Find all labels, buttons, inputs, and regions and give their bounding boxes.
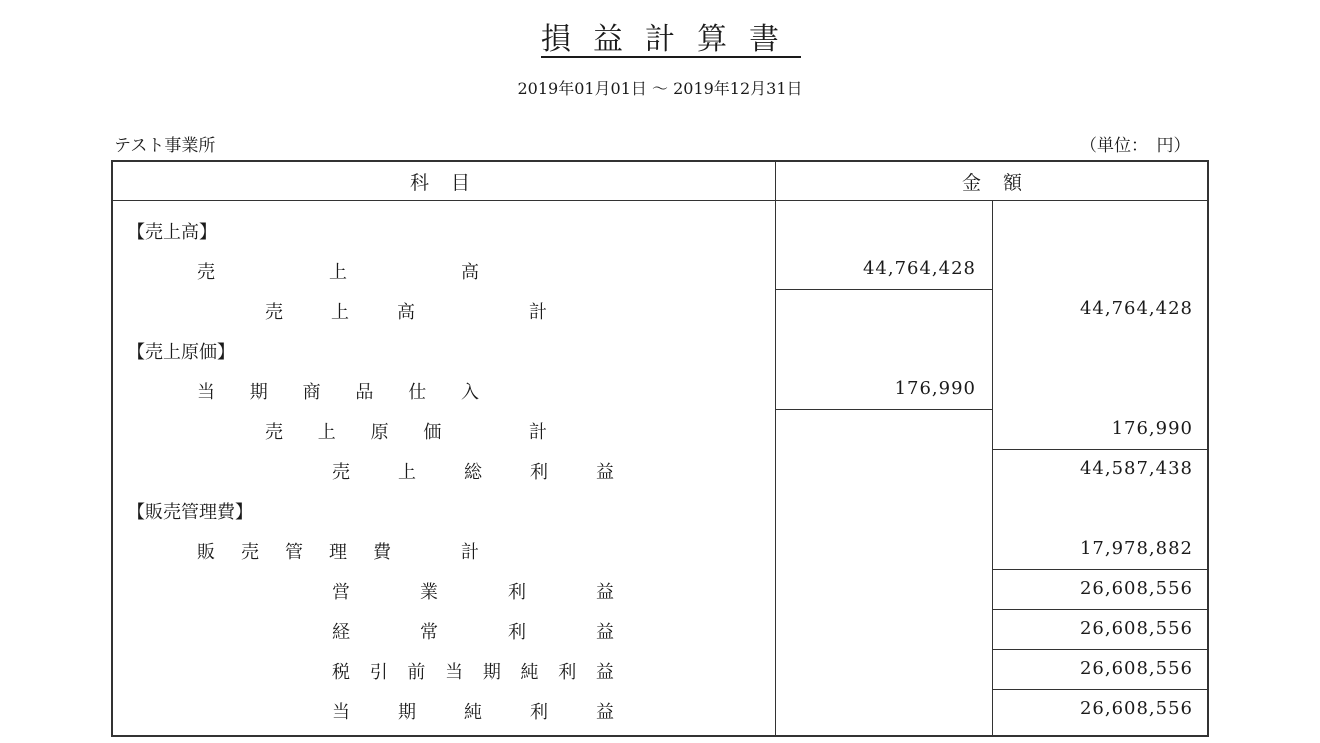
row-label-ordinary-profit	[332, 618, 614, 644]
label-char: 売	[332, 462, 350, 483]
label-char: 管	[285, 542, 303, 563]
row-label-net-profit	[332, 698, 614, 724]
label-char: 高	[397, 302, 415, 323]
label-char: 上	[331, 302, 349, 323]
header-divider	[111, 200, 1209, 201]
row-label-sales-total	[265, 298, 547, 324]
amount-purchases: 176,990	[894, 378, 976, 399]
row-label-cogs-total	[265, 418, 547, 444]
row-label-pretax-profit	[332, 658, 614, 684]
label-char: 常	[420, 622, 438, 643]
label-char: 引	[369, 662, 388, 683]
label-char: 税	[332, 662, 350, 683]
label-char: 売	[265, 422, 283, 443]
unit-label: （単位： 円）	[1080, 136, 1191, 156]
label-char: 営	[332, 582, 350, 603]
label-char: 業	[420, 582, 438, 603]
label-char: 上	[398, 462, 416, 483]
page-title: 損益計算書	[541, 22, 801, 57]
label-char: 理	[329, 542, 347, 563]
row-label-sga-total	[197, 538, 479, 564]
label-char	[417, 538, 435, 564]
label-char: 利	[508, 622, 526, 643]
header-subject: 科目	[410, 172, 493, 194]
amount-pretax-profit: 26,608,556	[1079, 658, 1193, 679]
label-char: 益	[596, 702, 614, 723]
row-label-operating-profit	[332, 578, 614, 604]
amount-net-profit: 26,608,556	[1079, 698, 1193, 719]
label-char: 利	[530, 702, 548, 723]
label-char: 入	[460, 382, 479, 403]
label-char: 品	[355, 382, 374, 403]
column-divider-main	[775, 160, 776, 737]
row-label-purchases	[197, 378, 479, 404]
label-char: 価	[423, 422, 442, 443]
label-char	[476, 418, 494, 444]
label-char: 売	[241, 542, 259, 563]
label-char: 計	[529, 302, 547, 323]
label-char: 利	[558, 662, 577, 683]
label-char: 純	[520, 662, 539, 683]
label-char: 益	[596, 622, 614, 643]
label-char: 売	[197, 262, 215, 283]
label-char: 期	[482, 662, 501, 683]
amount-ordinary-profit: 26,608,556	[1079, 618, 1193, 639]
amount-operating-profit: 26,608,556	[1079, 578, 1193, 599]
amount-sales: 44,764,428	[862, 258, 976, 279]
rule-c2	[992, 689, 1209, 690]
label-char: 当	[445, 662, 464, 683]
label-char: 計	[461, 542, 479, 563]
label-char: 経	[332, 622, 350, 643]
label-char: 販	[197, 542, 215, 563]
label-char: 商	[302, 382, 321, 403]
row-label-sales	[197, 258, 479, 284]
company-name: テスト事業所	[114, 136, 216, 156]
rule-c1	[775, 289, 992, 290]
section-cogs: 【売上原価】	[127, 342, 235, 363]
column-divider-amount	[992, 200, 993, 737]
label-char: 費	[373, 542, 391, 563]
label-char: 売	[265, 302, 283, 323]
label-char: 高	[461, 262, 479, 283]
row-label-gross-profit	[332, 458, 614, 484]
label-char: 当	[332, 702, 350, 723]
amount-sales-total: 44,764,428	[1079, 298, 1193, 319]
rule-c2	[992, 449, 1209, 450]
rule-c1	[775, 409, 992, 410]
label-char: 仕	[408, 382, 427, 403]
section-sga: 【販売管理費】	[127, 502, 253, 523]
rule-c2	[992, 609, 1209, 610]
rule-c2	[992, 569, 1209, 570]
label-char: 上	[317, 422, 336, 443]
label-char: 原	[370, 422, 389, 443]
label-char: 当	[197, 382, 215, 403]
label-char: 総	[464, 462, 482, 483]
label-char: 期	[398, 702, 416, 723]
label-char: 純	[464, 702, 482, 723]
label-char: 期	[249, 382, 268, 403]
amount-cogs-total: 176,990	[1111, 418, 1193, 439]
label-char	[463, 298, 481, 324]
rule-c2	[992, 649, 1209, 650]
section-sales: 【売上高】	[127, 222, 217, 243]
label-char: 前	[407, 662, 426, 683]
amount-gross-profit: 44,587,438	[1079, 458, 1193, 479]
label-char: 利	[530, 462, 548, 483]
label-char: 益	[595, 662, 614, 683]
label-char: 益	[596, 582, 614, 603]
amount-sga-total: 17,978,882	[1079, 538, 1193, 559]
header-amount: 金額	[962, 172, 1045, 194]
label-char: 上	[329, 262, 347, 283]
label-char: 計	[528, 422, 547, 443]
label-char: 利	[508, 582, 526, 603]
label-char: 益	[596, 462, 614, 483]
period-range: 2019年01月01日 ～ 2019年12月31日	[517, 79, 803, 98]
